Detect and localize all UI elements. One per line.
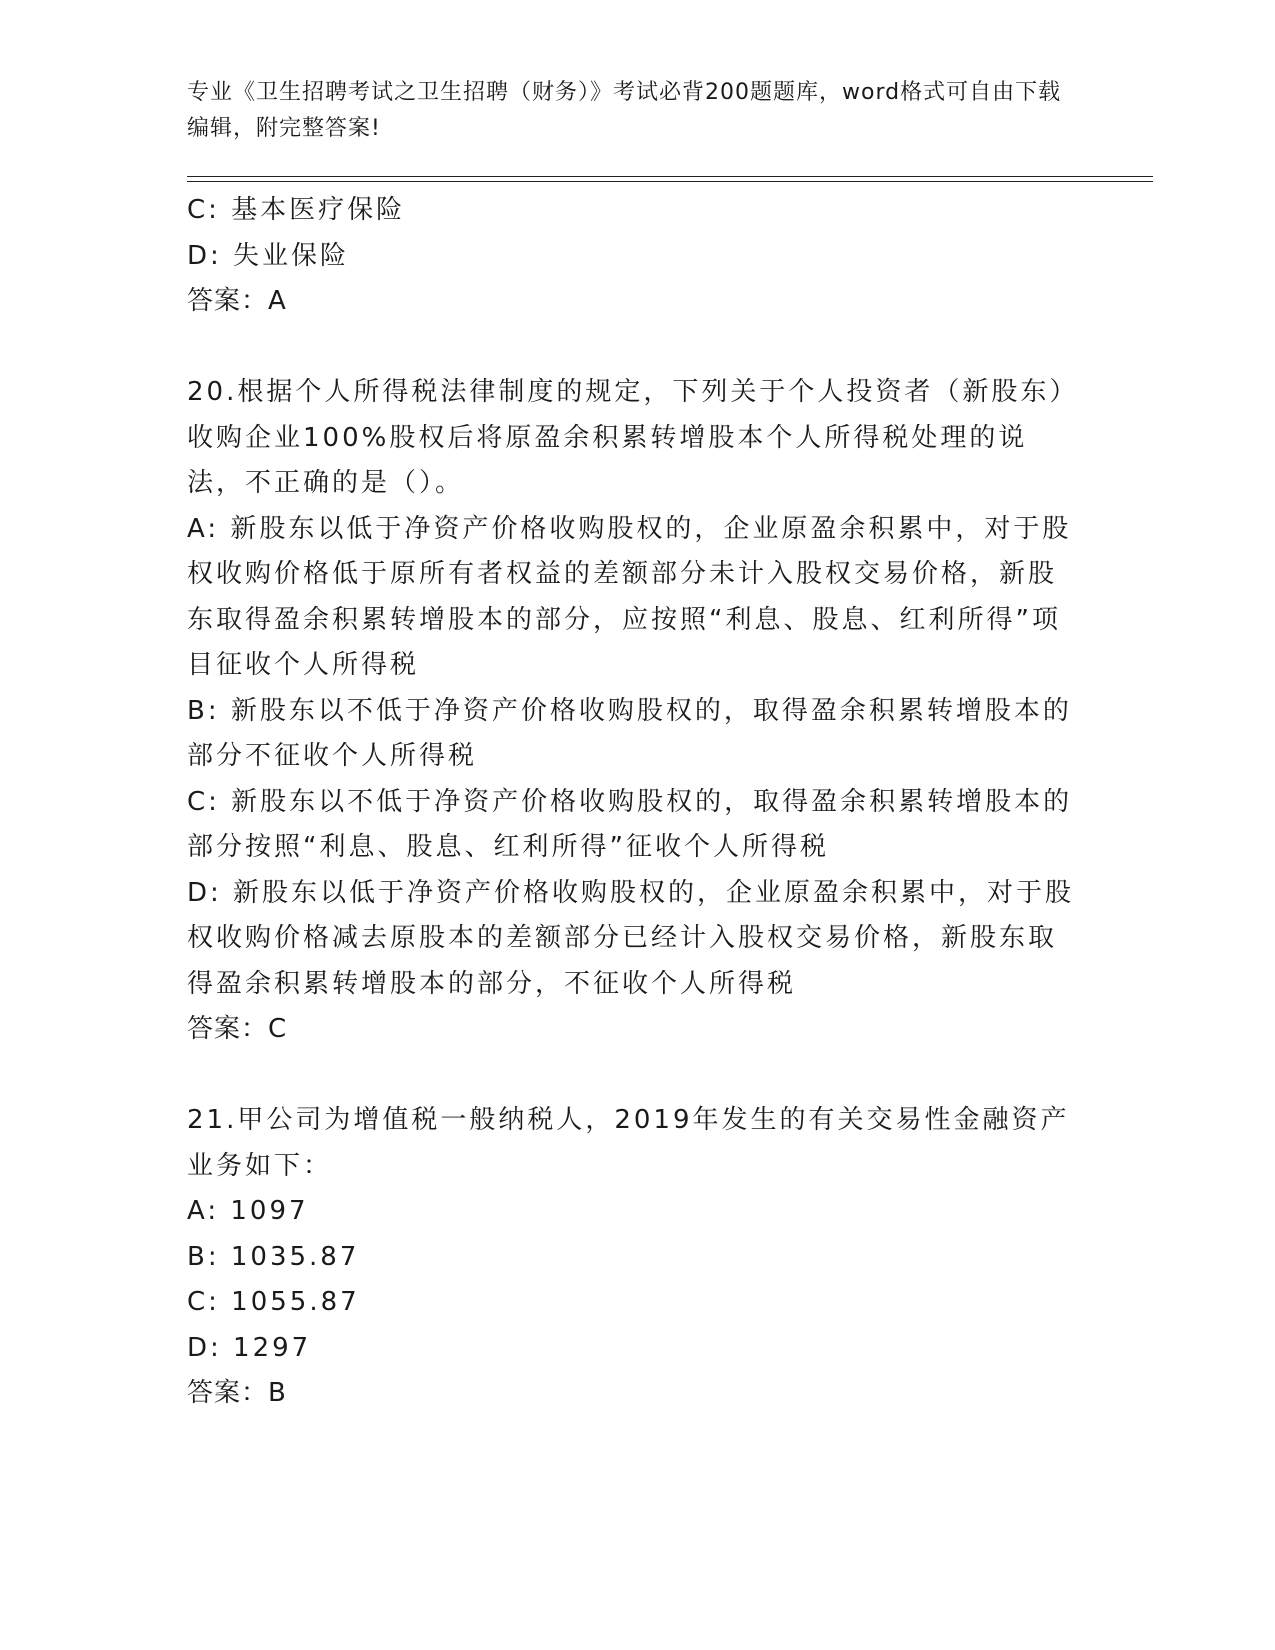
option-d: D: 1297 (187, 1332, 312, 1363)
answer: 答案：C (187, 1014, 288, 1044)
question-stem: 20.根据个人所得税法律制度的规定，下列关于个人投资者（新股东）收购企业100%股权后将原盈余积累转增股本个人所得税处理的说法，不正确的是（）。 (187, 377, 1066, 498)
option-a: A: 新股东以低于净资产价格收购股权的，企业原盈余积累中，对于股权收购价格低于原所有者权益的差额部分未计入股权交易价格，新股东取得盈余积累转增股本的部分，应按照“利息、股息、红利所得”项目征收个人所得税 (187, 513, 1072, 680)
option-b: B: 1035.87 (187, 1241, 360, 1272)
header-rule-thin (187, 181, 1153, 182)
option-c: C: 1055.87 (187, 1287, 360, 1317)
answer: 答案：B (187, 1378, 287, 1408)
question-19-tail (187, 188, 1077, 325)
option-d: D: 新股东以低于净资产价格收购股权的，企业原盈余积累中，对于股权收购价格减去原股本的差额部分已经计入股权交易价格，新股东取得盈余积累转增股本的部分，不征收个人所得税 (187, 877, 1075, 999)
option-c: C: 基本医疗保险 (187, 195, 406, 225)
answer: 答案：A (187, 286, 287, 316)
header-rule-thick (187, 176, 1153, 177)
option-c: C: 新股东以不低于净资产价格收购股权的，取得盈余积累转增股本的部分按照“利息、股息、红利所得”征收个人所得税 (187, 786, 1073, 862)
question-20 (187, 370, 1077, 1053)
option-d: D: 失业保险 (187, 240, 350, 271)
page-header: 专业《卫生招聘考试之卫生招聘（财务）》考试必背200题题库，word格式可自由下载编辑，附完整答案! (187, 80, 1062, 141)
option-a: A: 1097 (187, 1196, 309, 1226)
question-content (187, 188, 1077, 1417)
option-b: B: 新股东以不低于净资产价格收购股权的，取得盈余积累转增股本的部分不征收个人所得税 (187, 695, 1072, 771)
question-stem: 21.甲公司为增值税一般纳税人，2019年发生的有关交易性金融资产业务如下： (187, 1105, 1070, 1181)
question-21 (187, 1098, 1077, 1417)
